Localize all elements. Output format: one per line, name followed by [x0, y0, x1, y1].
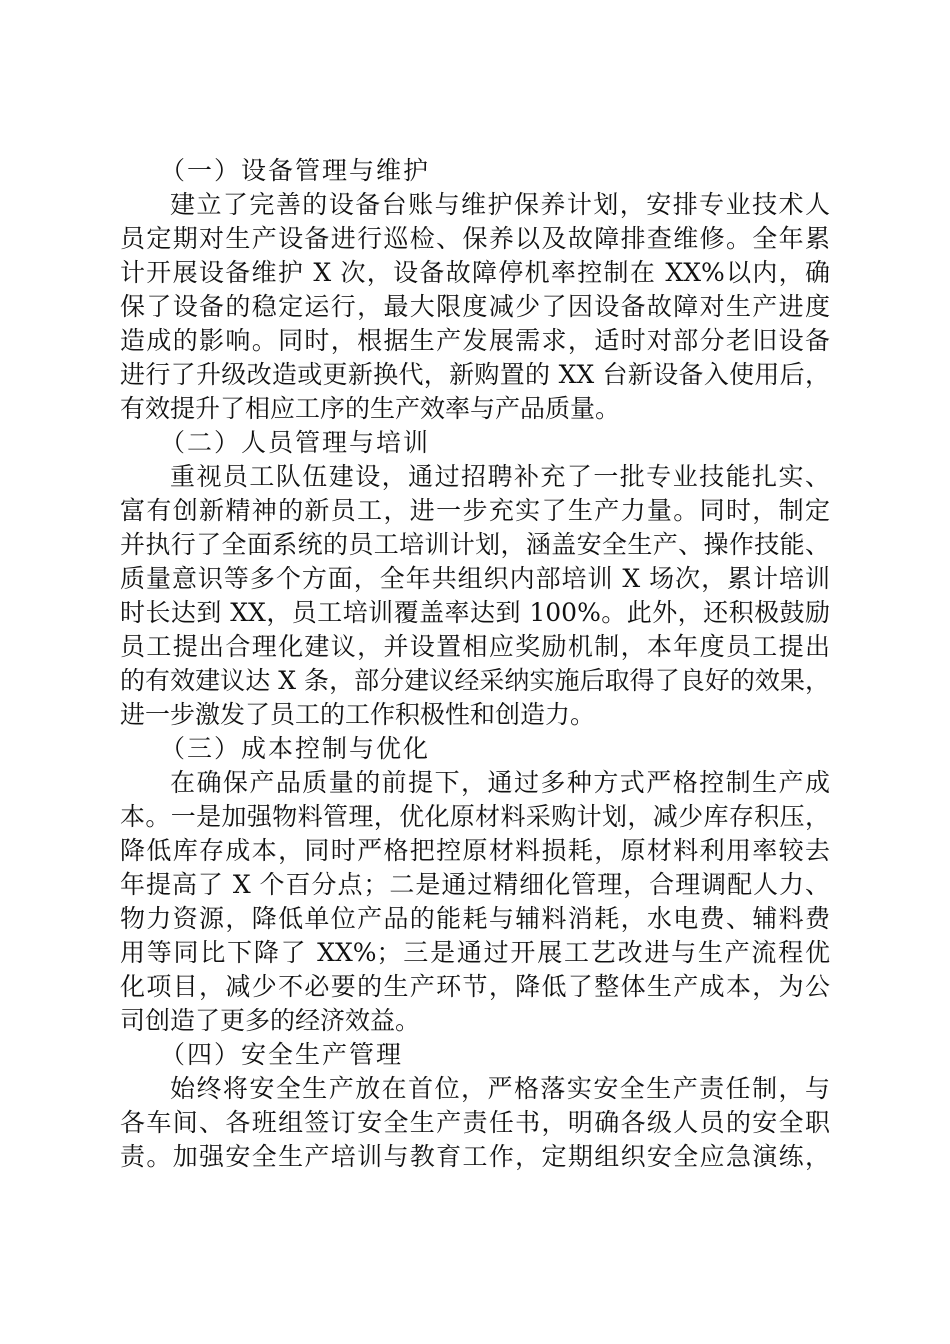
paragraph-line: 保了设备的稳定运行，最大限度减少了因设备故障对生产进度 [120, 292, 830, 321]
paragraph-line: 重视员工队伍建设，通过招聘补充了一批专业技能扎实、 [170, 462, 830, 491]
paragraph-line: 有效提升了相应工序的生产效率与产品质量。 [120, 394, 621, 423]
paragraph-line: 造成的影响。同时，根据生产发展需求，适时对部分老旧设备 [120, 326, 830, 355]
paragraph-line: 员工提出合理化建议，并设置相应奖励机制，本年度员工提出 [120, 632, 830, 661]
paragraph-line: 责。加强安全生产培训与教育工作，定期组织安全应急演练， [120, 1142, 830, 1171]
paragraph-line: 进一步激发了员工的工作积极性和创造力。 [120, 700, 596, 729]
paragraph-line: 的有效建议达 X 条，部分建议经采纳实施后取得了良好的效果， [120, 666, 830, 695]
paragraph-line: 用等同比下降了 XX%；三是通过开展工艺改进与生产流程优 [120, 938, 830, 967]
paragraph-line: 质量意识等多个方面，全年共组织内部培训 X 场次，累计培训 [120, 564, 830, 593]
paragraph-line: 建立了完善的设备台账与维护保养计划，安排专业技术人 [170, 190, 830, 219]
paragraph-line: 始终将安全生产放在首位，严格落实安全生产责任制，与 [170, 1074, 830, 1103]
paragraph-line: 进行了升级改造或更新换代，新购置的 XX 台新设备入使用后， [120, 360, 830, 389]
paragraph-line: 年提高了 X 个百分点；二是通过精细化管理，合理调配人力、 [120, 870, 830, 899]
paragraph-line: 并执行了全面系统的员工培训计划，涵盖安全生产、操作技能、 [120, 530, 830, 559]
paragraph-line: 时长达到 XX，员工培训覆盖率达到 100%。此外，还积极鼓励 [120, 598, 830, 627]
section-heading-equipment: （一）设备管理与维护 [160, 156, 431, 185]
paragraph-line: 富有创新精神的新员工，进一步充实了生产力量。同时，制定 [120, 496, 830, 525]
paragraph-line: 在确保产品质量的前提下，通过多种方式严格控制生产成 [170, 768, 830, 797]
section-heading-cost: （三）成本控制与优化 [160, 734, 431, 763]
paragraph-line: 本。一是加强物料管理，优化原材料采购计划，减少库存积压， [120, 802, 830, 831]
section-heading-personnel: （二）人员管理与培训 [160, 428, 431, 457]
paragraph-line: 物力资源，降低单位产品的能耗与辅料消耗，水电费、辅料费 [120, 904, 830, 933]
paragraph-line: 员定期对生产设备进行巡检、保养以及故障排查维修。全年累 [120, 224, 830, 253]
paragraph-line: 司创造了更多的经济效益。 [120, 1006, 421, 1035]
paragraph-line: 计开展设备维护 X 次，设备故障停机率控制在 XX%以内，确 [120, 258, 830, 287]
paragraph-line: 化项目，减少不必要的生产环节，降低了整体生产成本，为公 [120, 972, 830, 1001]
paragraph-line: 降低库存成本，同时严格把控原材料损耗，原材料利用率较去 [120, 836, 830, 865]
section-heading-safety: （四）安全生产管理 [160, 1040, 404, 1069]
paragraph-line: 各车间、各班组签订安全生产责任书，明确各级人员的安全职 [120, 1108, 830, 1137]
